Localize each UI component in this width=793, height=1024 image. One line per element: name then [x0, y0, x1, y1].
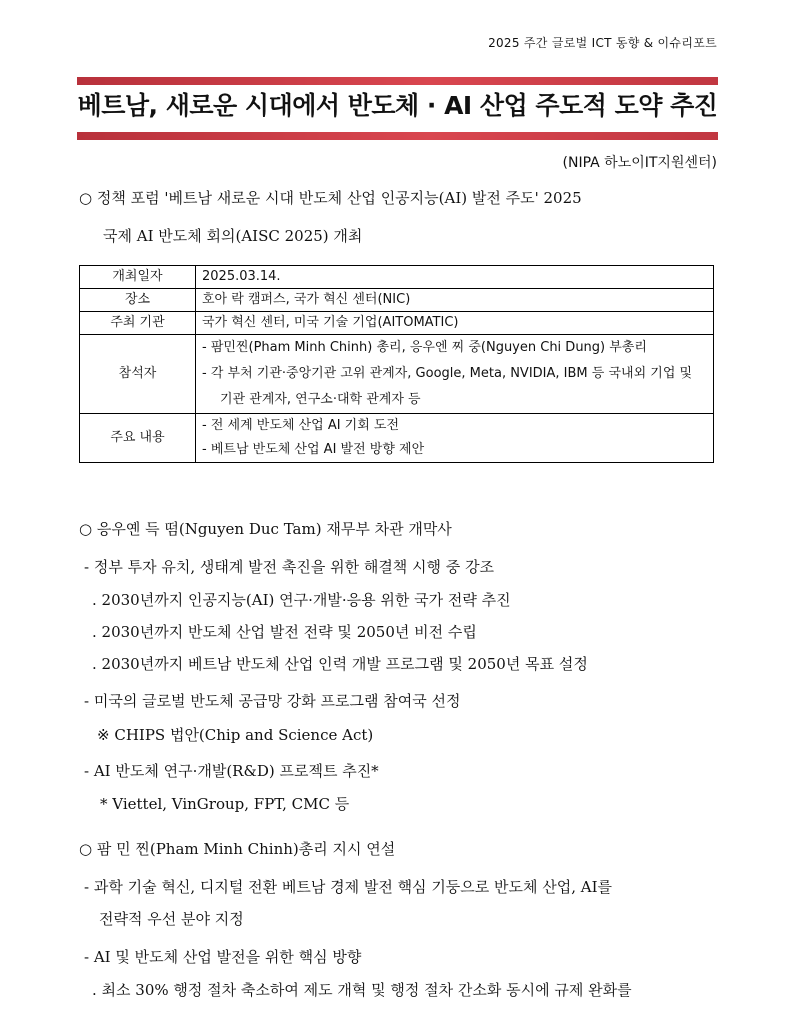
table-row	[80, 266, 714, 289]
section1-heading: ○ 정책 포럼 '베트남 새로운 시대 반도체 산업 인공지능(AI) 발전 주도' 2025	[79, 189, 582, 207]
section3-item-cont: 전략적 우선 분야 지정	[99, 910, 244, 928]
section2-item: - AI 반도체 연구·개발(R&D) 프로젝트 추진*	[84, 762, 379, 780]
host-label: 주최 기관	[80, 312, 196, 335]
section3-subitem: . 최소 30% 행정 절차 축소하여 제도 개혁 및 행정 절차 간소화 동시에 규제 완화를	[92, 981, 632, 999]
venue-label: 장소	[80, 289, 196, 312]
source-credit: (NIPA 하노이IT지원센터)	[562, 155, 717, 171]
date-value: 2025.03.14.	[196, 266, 714, 289]
title-bottom-rule	[77, 132, 718, 140]
attendees-label: 참석자	[80, 335, 196, 414]
section1-heading-cont: 국제 AI 반도체 회의(AISC 2025) 개최	[103, 227, 363, 245]
section2-subitem: . 2030년까지 인공지능(AI) 연구·개발·응용 위한 국가 전략 추진	[92, 591, 511, 609]
attendees-value	[196, 335, 714, 414]
date-label: 개최일자	[80, 266, 196, 289]
document-title: 베트남, 새로운 시대에서 반도체 · AI 산업 주도적 도약 추진	[77, 91, 718, 120]
table-row	[80, 312, 714, 335]
section3-heading: ○ 팜 민 찐(Pham Minh Chinh)총리 지시 연설	[79, 840, 396, 858]
content-label: 주요 내용	[80, 414, 196, 463]
content-value	[196, 414, 714, 463]
section2-subitem: . 2030년까지 반도체 산업 발전 전략 및 2050년 비전 수립	[92, 623, 477, 641]
section2-footnote: * Viettel, VinGroup, FPT, CMC 등	[100, 795, 350, 813]
host-value: 국가 혁신 센터, 미국 기술 기업(AITOMATIC)	[196, 312, 714, 335]
section2-subitem: . 2030년까지 베트남 반도체 산업 인력 개발 프로그램 및 2050년 목표 설정	[92, 655, 588, 673]
section3-item: - 과학 기술 혁신, 디지털 전환 베트남 경제 발전 핵심 기둥으로 반도체 산업, AI를	[84, 878, 613, 896]
section2-heading: ○ 응우옌 득 떰(Nguyen Duc Tam) 재무부 차관 개막사	[79, 520, 452, 538]
title-top-rule	[77, 77, 718, 85]
table-row	[80, 289, 714, 312]
event-info-table	[79, 265, 714, 463]
list-item: - 각 부처 기관·중앙기관 고위 관계자, Google, Meta, NVIDIA, IBM 등 국내외 기업 및 기관 관계자, 연구소·대학 관계자 등	[202, 366, 693, 407]
list-item: - 전 세계 반도체 산업 AI 기회 도전	[202, 418, 400, 433]
list-item: - 베트남 반도체 산업 AI 발전 방향 제안	[202, 442, 425, 457]
section2-item: - 정부 투자 유치, 생태계 발전 촉진을 위한 해결책 시행 중 강조	[84, 558, 495, 576]
table-row	[80, 414, 714, 463]
section3-item: - AI 및 반도체 산업 발전을 위한 핵심 방향	[84, 948, 362, 966]
table-row	[80, 335, 714, 414]
report-header: 2025 주간 글로벌 ICT 동향 & 이슈리포트	[488, 36, 717, 50]
section2-note: ※ CHIPS 법안(Chip and Science Act)	[97, 726, 374, 744]
section2-item: - 미국의 글로벌 반도체 공급망 강화 프로그램 참여국 선정	[84, 692, 461, 710]
venue-value: 호아 락 캠퍼스, 국가 혁신 센터(NIC)	[196, 289, 714, 312]
list-item: - 팜민찐(Pham Minh Chinh) 총리, 응우엔 찌 중(Nguyen Chi Dung) 부총리	[202, 340, 647, 355]
